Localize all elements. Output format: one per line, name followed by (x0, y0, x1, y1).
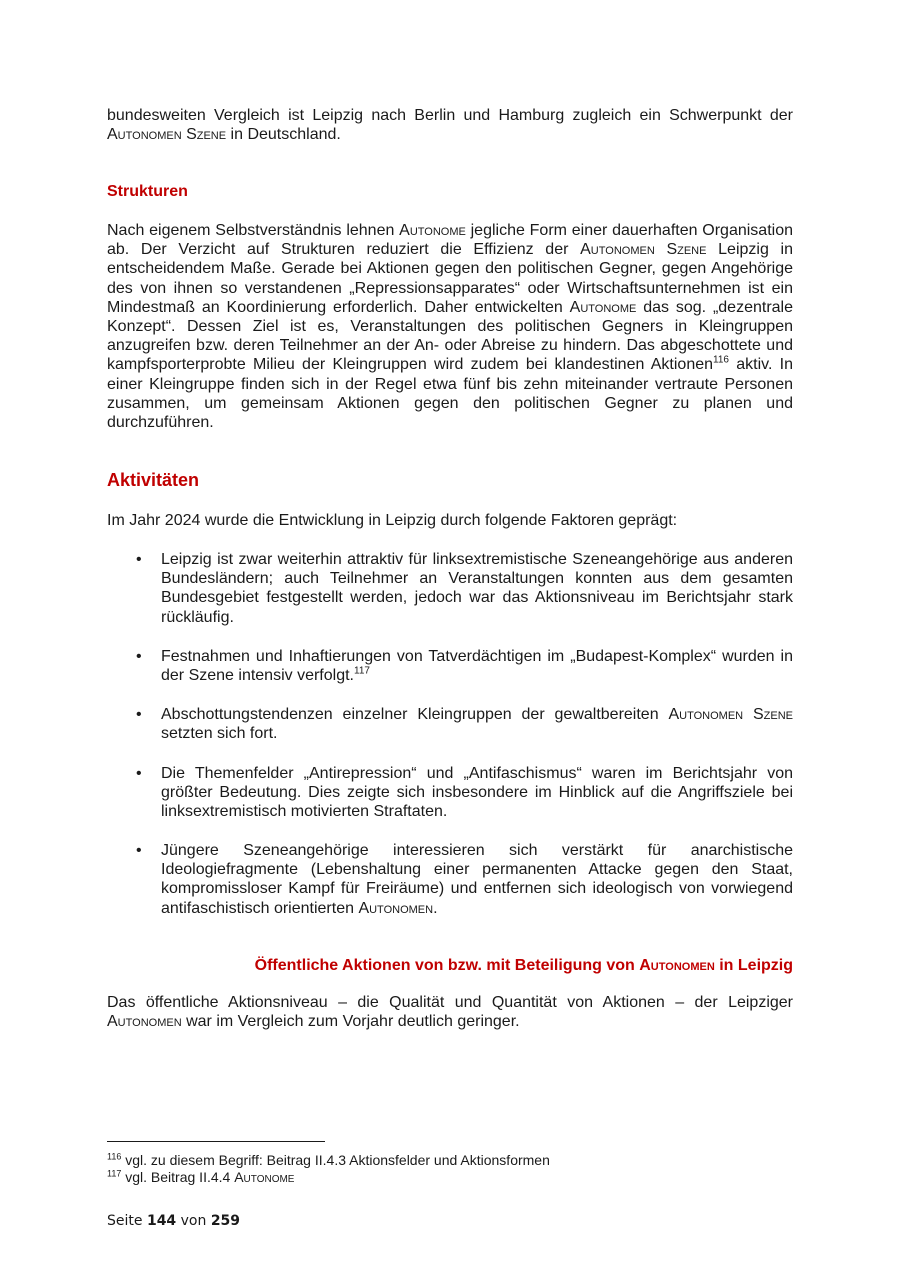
text-run: bundesweiten Vergleich ist Leipzig nach Berlin und Hamburg zugleich ein Schwerpunkt der (107, 107, 793, 124)
text-run: . (433, 899, 438, 917)
smallcaps-term: Autonomen (358, 899, 434, 917)
smallcaps-term: Autonome (569, 298, 637, 316)
footnote-ref-117[interactable]: 117 (354, 665, 370, 677)
smallcaps-term: Autonomen (107, 1013, 182, 1031)
list-item-text (161, 705, 793, 743)
current-page: 144 (146, 1213, 177, 1229)
text-run: aktiv. In einer Kleingruppe finden sich in der Regel etwa fünf bis zehn miteinander vertraute Personen zusammen, um gemeinsam Aktionen gegen den politischen Gegner zu planen und durchzuführen. (107, 356, 793, 432)
total-pages: 259 (210, 1213, 241, 1229)
smallcaps-term: Autonomen Szene (580, 241, 707, 259)
bullet-icon: • (136, 765, 142, 782)
footnote-117 (107, 1169, 793, 1186)
list-item-text (161, 647, 793, 685)
text-run: Das öffentliche Aktionsniveau – die Qualität und Quantität von Aktionen – der Leipziger (107, 994, 793, 1011)
page-label: Seite (107, 1213, 147, 1229)
footnote-separator (107, 1141, 325, 1142)
page-separator: von (176, 1213, 211, 1229)
smallcaps-term: Autonomen Szene (668, 706, 794, 723)
list-item-text (161, 841, 793, 918)
heading-aktivitaeten: Aktivitäten (107, 470, 200, 490)
bullet-icon: • (136, 706, 142, 723)
smallcaps-term: Autonomen (639, 957, 715, 974)
bullet-icon: • (136, 648, 142, 665)
strukturen-paragraph (107, 221, 793, 432)
smallcaps-term: Autonome (399, 222, 466, 239)
footnote-number: 116 (107, 1151, 122, 1162)
smallcaps-term: Autonomen Szene (107, 126, 227, 144)
oeffentliche-paragraph (107, 993, 793, 1031)
footnote-text: vgl. zu diesem Begriff: Beitrag II.4.3 Aktionsfelder und Aktionsformen (121, 1152, 550, 1168)
text-run: Jüngere Szeneangehörige interessieren sich verstärkt für anarchistische Ideologiefragmente (Lebenshaltung einer permanenten Attacke gegen den Staat, kompromissloser Kampf für Freiräume) und entfernen sich ideologisch von vorwiegend antifaschistisch orientierten (161, 842, 793, 917)
bullet-icon: • (136, 551, 142, 568)
footnote-116 (107, 1152, 793, 1169)
text-run: jegliche Form einer dauerhaften Organisation ab. Der Verzicht auf Strukturen reduziert die Effizienz der (107, 222, 794, 259)
text-run: Leipzig in entscheidendem Maße. Gerade bei Aktionen gegen den politischen Gegner, gegen Angehörige des von ihnen so verstandenen „Repressionsapparates“ oder Wirtschaftsunternehmen ist ein Mindestmaß an Koordinierung erforderlich. Daher entwickelten (107, 241, 794, 316)
text-run: war im Vergleich zum Vorjahr deutlich geringer. (181, 1013, 520, 1031)
aktivitaeten-intro: Im Jahr 2024 wurde die Entwicklung in Leipzig durch folgende Faktoren geprägt: (107, 512, 678, 529)
footnote-ref-116[interactable]: 116 (713, 355, 729, 367)
text-run: das sog. „dezentrale Konzept“. Dessen Ziel ist es, Veranstaltungen des politischen Gegners in Kleingruppen anzugreifen bzw. deren Teilnehmer an der An- oder Abreise zu hindern. Das abgeschottete und kampfsporterprobte Milieu der Kleingruppen wird zudem bei klandestinen Aktionen (107, 298, 793, 374)
text-run: in Leipzig (714, 957, 793, 974)
smallcaps-term: Autonome (234, 1169, 295, 1185)
text-run: in Deutschland. (226, 126, 341, 144)
text-run: Nach eigenem Selbstverständnis lehnen (107, 222, 400, 239)
footnote-text: vgl. Beitrag II.4.4 (121, 1169, 235, 1185)
text-run: Festnahmen und Inhaftierungen von Tatverdächtigen im „Budapest-Komplex“ wurden in der Szene intensiv verfolgt. (161, 648, 793, 685)
bullet-icon: • (136, 842, 142, 859)
page-number (107, 1213, 240, 1229)
list-item-text: Die Themenfelder „Antirepression“ und „Antifaschismus“ waren im Berichtsjahr von größter Bedeutung. Dies zeigte sich insbesondere im Hinblick auf die Angriffsziele bei linksextremistisch motivierten Straftaten. (161, 765, 793, 821)
heading-oeffentliche-aktionen (107, 957, 793, 975)
text-run: Abschottungstendenzen einzelner Kleingruppen der gewaltbereiten (161, 706, 669, 723)
intro-tail-paragraph (107, 106, 793, 144)
footnote-number: 117 (107, 1168, 122, 1179)
text-run: setzten sich fort. (161, 725, 278, 743)
list-item-text: Leipzig ist zwar weiterhin attraktiv für linksextremistische Szeneangehörige aus anderen Bundesländern; auch Teilnehmer an Veranstaltungen konnten aus dem gesamten Bundesgebiet festgestellt werden, jedoch war das Aktionsniveau im Berichtsjahr stark rückläufig. (161, 551, 793, 626)
text-run: Öffentliche Aktionen von bzw. mit Beteiligung von (254, 957, 640, 974)
heading-strukturen: Strukturen (107, 183, 188, 200)
